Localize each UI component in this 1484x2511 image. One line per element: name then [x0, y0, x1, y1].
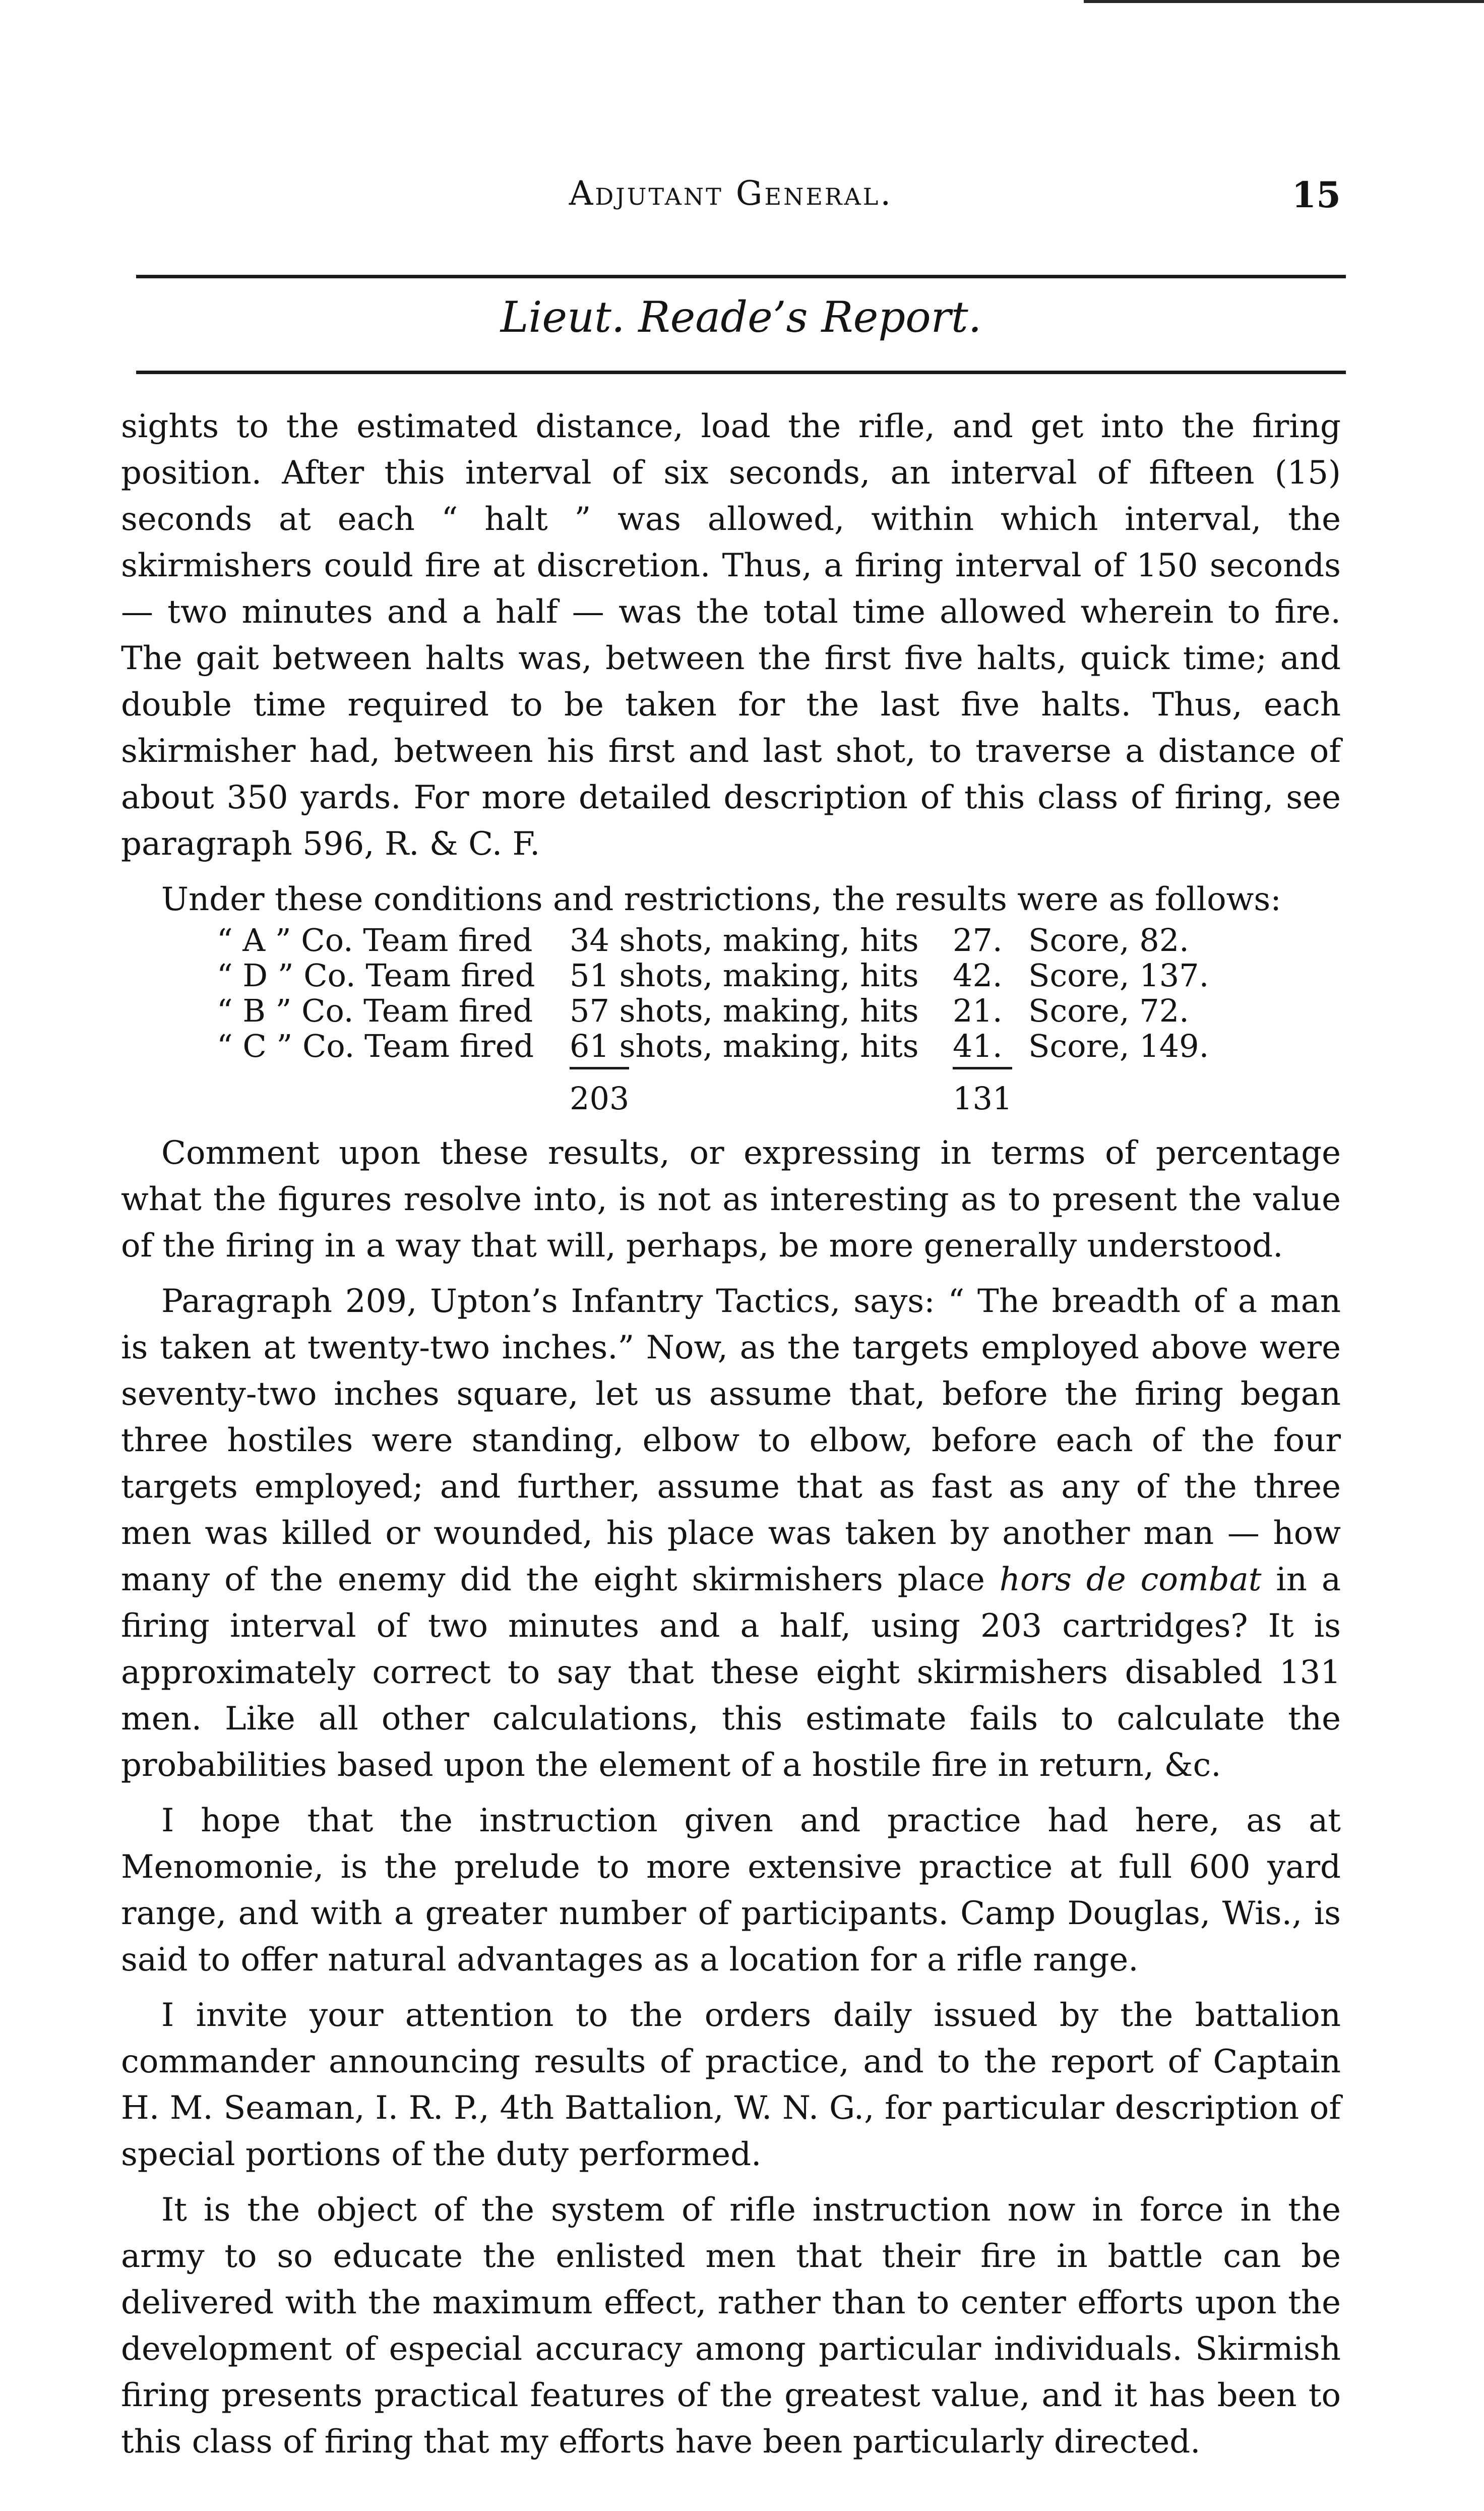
- paragraph-4: [121, 1278, 1341, 1788]
- paragraph-5: I hope that the instruction given and practice had here, as at Menomonie, is the prelude to more extensive practice at full 600 yard range, and with a greater number of participants. Camp Douglas, Wis., is said to offer natural advantages as a location for a rifle range.: [121, 1802, 1341, 1979]
- results-shots: 57 shots, making, hits: [570, 992, 919, 1029]
- results-team: “ B ” Co. Team fired: [217, 992, 533, 1029]
- paragraph-7: It is the object of the system of rifle instruction now in force in the army to so educate the enlisted men that their fire in battle can be delivered with the maximum effect, rather than to center efforts upon the development of especial accuracy among particular individuals. Skirmish firing presents practical features of the greatest value, and it has been to this class of firing that my efforts have been particularly directed.: [121, 2191, 1341, 2461]
- results-totals: [217, 1067, 1341, 1122]
- paragraph-4-text-a: Paragraph 209, Upton’s Infantry Tactics, says: “ The breadth of a man is taken at twenty-two inches.” Now, as the targets employed above were seventy-two inches square, let us assume that, before the firing began three hostiles were standing, elbow to elbow, before each of the four targets employed; and further, assume that as fast as any of the three men was killed or wounded, his place was taken by another man — how many of the enemy did the eight skirmishers place: [121, 1283, 1341, 1598]
- results-row: [217, 993, 1341, 1029]
- total-hits: [953, 1067, 1012, 1122]
- paragraph-2: Under these conditions and restrictions, the results were as follows:: [161, 881, 1281, 918]
- total-hits-value: 131: [953, 1067, 1012, 1122]
- results-hits: 27.: [953, 922, 1003, 959]
- header-rule-bottom: [136, 371, 1346, 374]
- running-head: [121, 174, 1341, 229]
- paragraph-3: Comment upon these results, or expressing in terms of percentage what the figures resolve into, is not as interesting as to present the value of the firing in a way that will, perhaps, be more generally understood.: [121, 1134, 1341, 1265]
- paragraph-6: I invite your attention to the orders daily issued by the battalion commander announcing results of practice, and to the report of Captain H. M. Seaman, I. R. P., 4th Battalion, W. N. G., for particular description of special portions of the duty performed.: [121, 1997, 1341, 2173]
- total-shots-value: 203: [570, 1067, 629, 1122]
- paragraph-4-italic: hors de combat: [999, 1561, 1262, 1598]
- results-team: “ D ” Co. Team fired: [217, 957, 535, 994]
- results-team: “ C ” Co. Team fired: [217, 1028, 534, 1064]
- paragraph-4-text-b: in a firing interval of two minutes and a half, using 203 cartridges? It is approximately correct to say that these eight skirmishers disabled 131 men. Like all other calculations, this estimate fails to calculate the probabilities based upon the element of a hostile fire in return, &c.: [121, 1561, 1341, 1784]
- results-hits: 21.: [953, 992, 1003, 1029]
- results-score: Score, 149.: [1028, 1028, 1209, 1064]
- results-row: [217, 923, 1341, 958]
- results-score: Score, 137.: [1028, 957, 1209, 994]
- page-number: 15: [1291, 174, 1341, 216]
- results-shots: 51 shots, making, hits: [570, 957, 919, 994]
- paragraph-1: sights to the estimated distance, load the rifle, and get into the firing position. After this interval of six seconds, an interval of fifteen (15) seconds at each “ halt ” was allowed, within which interval, the skirmishers could fire at discretion. Thus, a firing interval of 150 seconds — two minutes and a half — was the total time allowed wherein to fire. The gait between halts was, between the first five halts, quick time; and double time required to be taken for the last five halts. Thus, each skirmisher had, between his first and last shot, to traverse a distance of about 350 yards. For more detailed description of this class of firing, see paragraph 596, R. & C. F.: [121, 408, 1341, 863]
- total-shots: [570, 1067, 953, 1122]
- results-score: Score, 72.: [1028, 992, 1189, 1029]
- results-shots: 61 shots, making, hits: [570, 1028, 919, 1064]
- page-top-edge-rule: [1084, 0, 1484, 3]
- header-rule-top: [136, 275, 1346, 278]
- results-shots: 34 shots, making, hits: [570, 922, 919, 959]
- results-hits: 42.: [953, 957, 1003, 994]
- section-title: Lieut. Reade’s Report.: [500, 292, 982, 342]
- results-team: “ A ” Co. Team fired: [217, 922, 533, 959]
- results-table: [217, 923, 1341, 1122]
- running-title: Adjutant General.: [569, 174, 893, 213]
- body-text: [121, 403, 1341, 2474]
- results-score: Score, 82.: [1028, 922, 1189, 959]
- results-row: [217, 1029, 1341, 1064]
- results-hits: 41.: [953, 1028, 1003, 1064]
- results-row: [217, 958, 1341, 993]
